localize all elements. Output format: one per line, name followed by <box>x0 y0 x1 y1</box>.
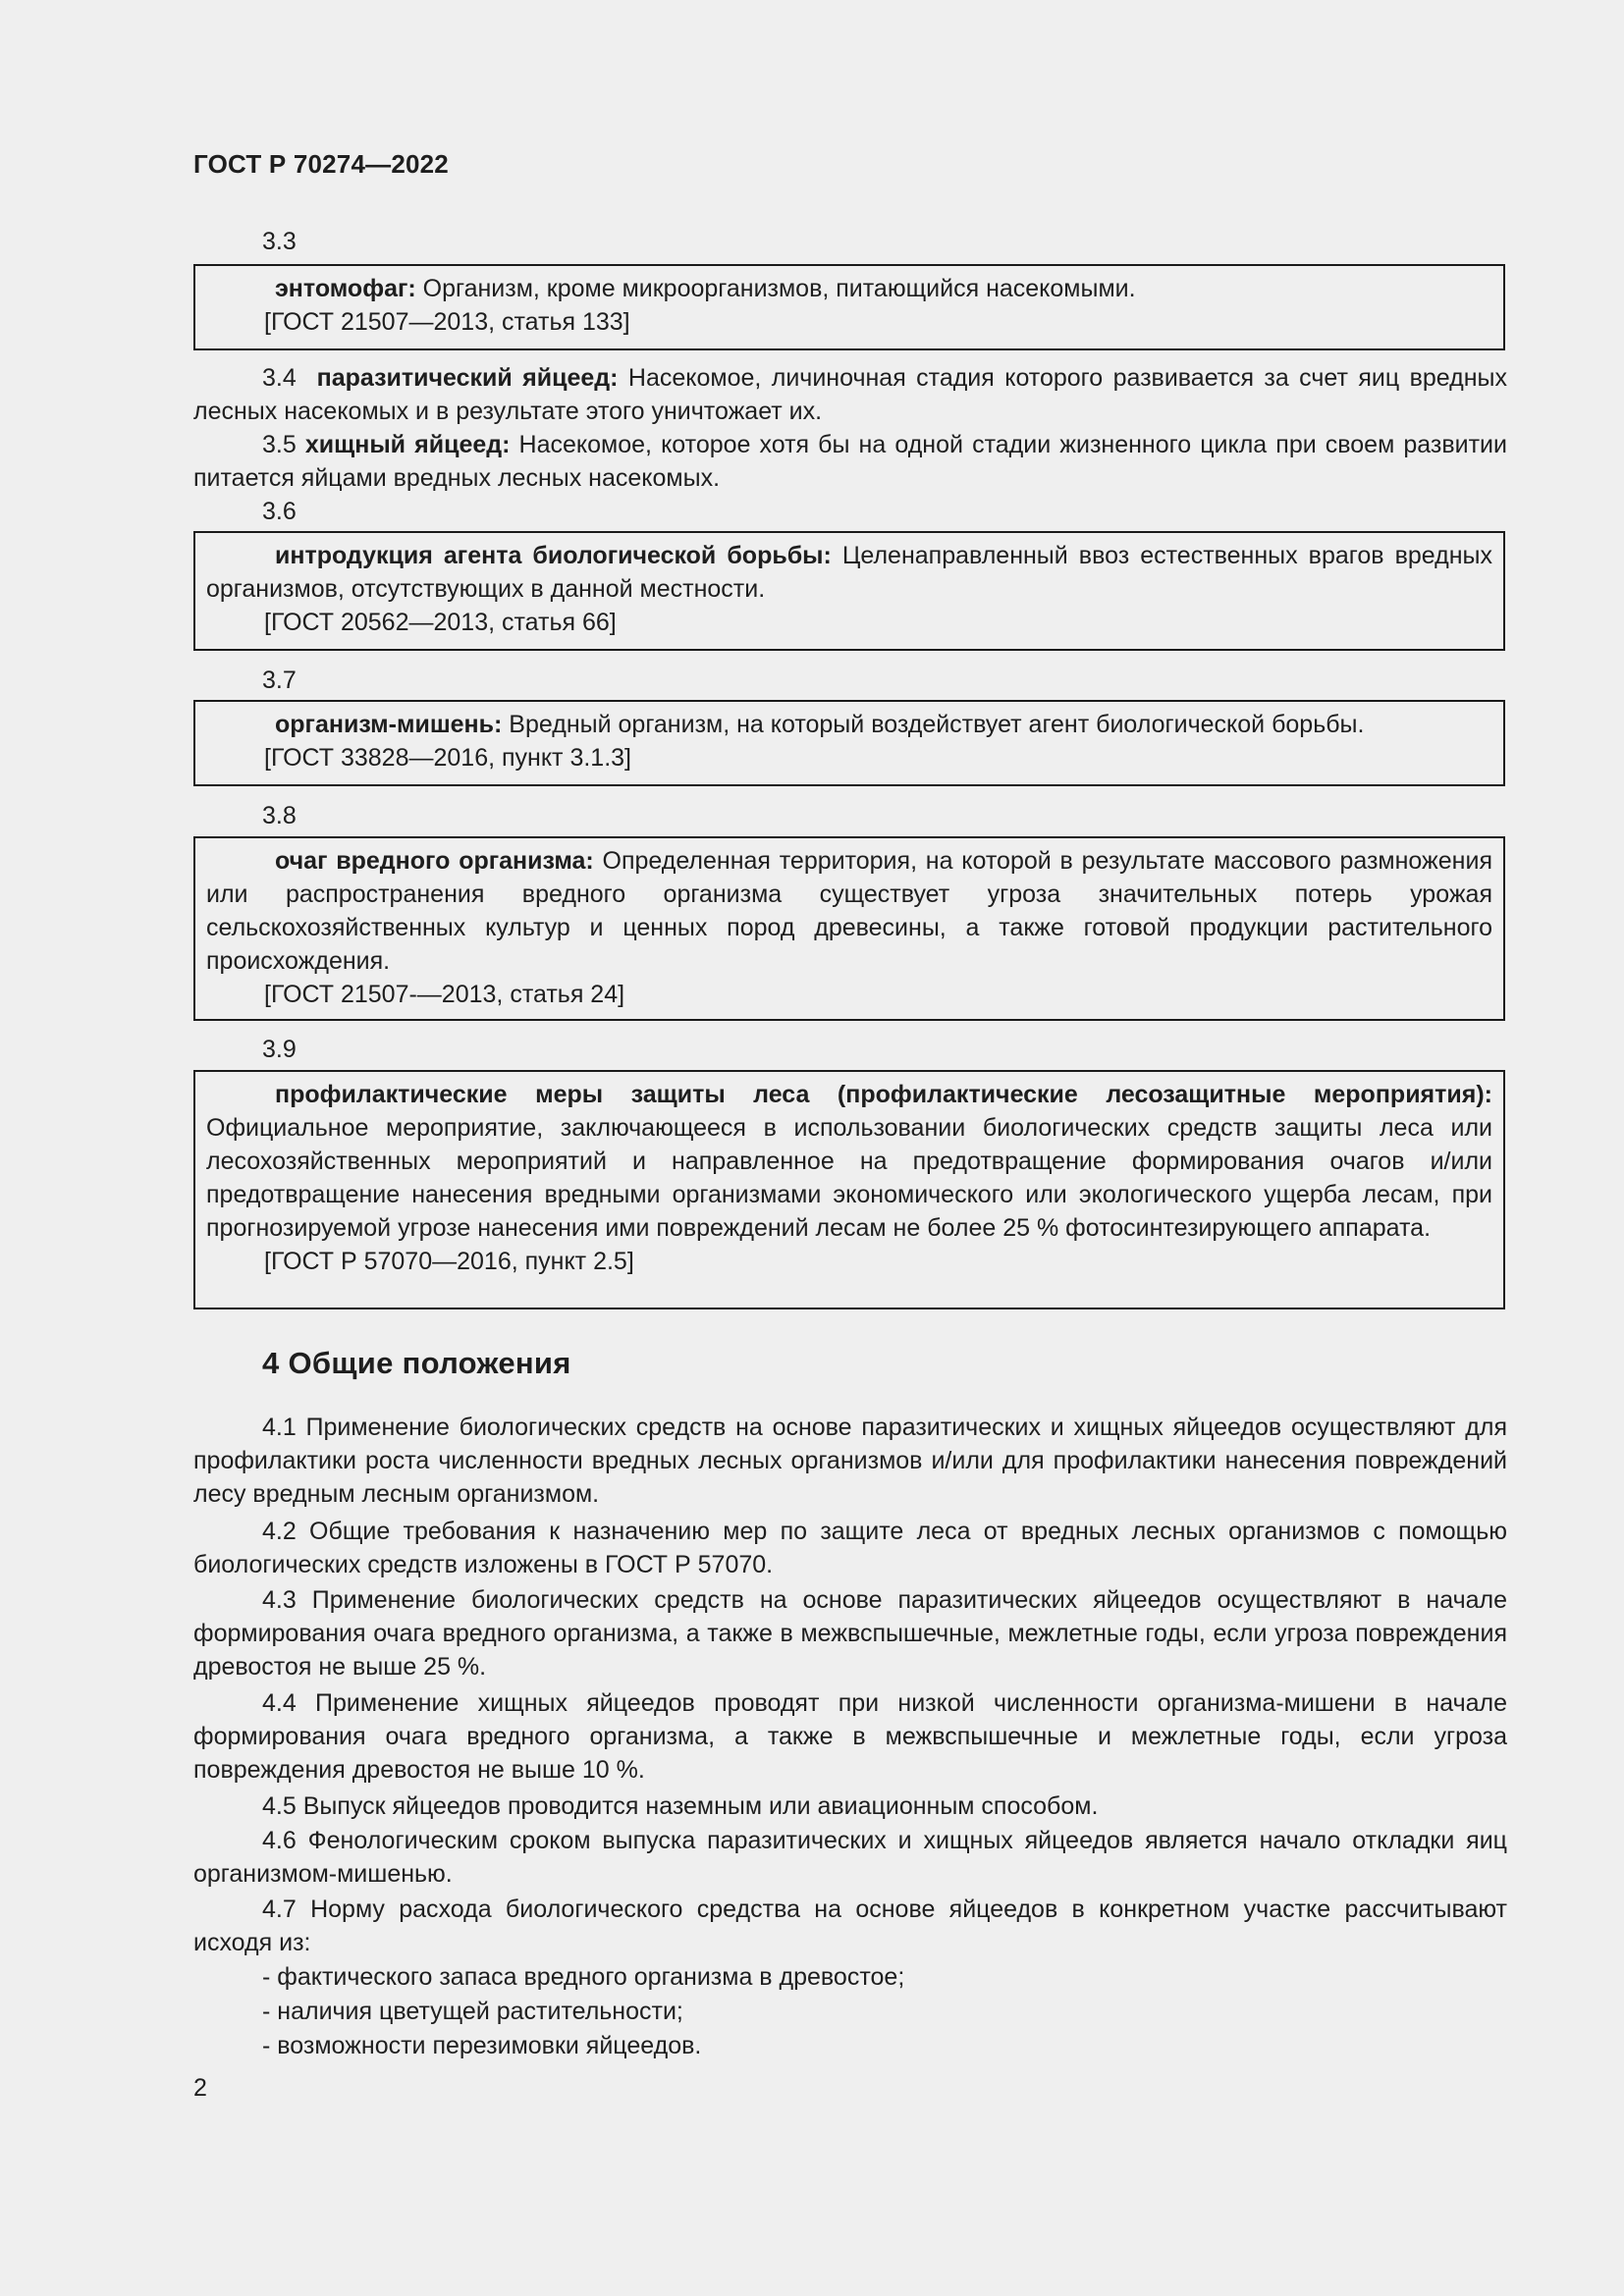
term-name: хищный яйцеед: <box>304 431 511 458</box>
term-number-3-9: 3.9 <box>262 1036 297 1063</box>
paragraph-4-7: 4.7 Норму расхода биологического средства на основе яйцеедов в конкретном участке рассчитывают исходя из: <box>193 1896 1507 1956</box>
term-name: организм-мишень: <box>275 711 503 738</box>
term-box-3-7 <box>193 700 1505 786</box>
term-reference: [ГОСТ 21507—2013, статья 133] <box>264 308 630 336</box>
term-text: Определенная территория, на которой в результате массового размножения или распространения вредного организма существует угроза значительных потерь урожая сельскохозяйственных культур и ценных пород древесины, а также готовой продукции растительного происхождения. <box>206 847 1492 975</box>
term-definition <box>206 539 1492 606</box>
term-name: интродукция агента биологической борьбы: <box>275 542 832 569</box>
term-text: Насекомое, личиночная стадия которого развивается за счет яиц вредных лесных насекомых и в результате этого уничтожает их. <box>193 364 1508 425</box>
paragraph-4-2: 4.2 Общие требования к назначению мер по защите леса от вредных лесных организмов с помощью биологических средств изложены в ГОСТ Р 57070. <box>193 1518 1507 1578</box>
term-number-3-7: 3.7 <box>262 667 297 694</box>
term-number-3-6: 3.6 <box>262 498 297 525</box>
term-number: 3.5 <box>262 431 297 458</box>
term-name: энтомофаг: <box>275 275 416 302</box>
list-item: - фактического запаса вредного организма в древостое; <box>262 1963 905 1991</box>
term-name: паразитический яйцеед: <box>316 364 619 392</box>
paragraph-4-3: 4.3 Применение биологических средств на основе паразитических яйцеедов осуществляют в начале формирования очага вредного организма, а также в межвспышечные, межлетные годы, если угроза повреждения древостоя не выше 25 %. <box>193 1586 1507 1681</box>
paragraph-4-6: 4.6 Фенологическим сроком выпуска паразитических и хищных яйцеедов является начало откладки яиц организмом-мишенью. <box>193 1827 1507 1888</box>
term-definition <box>206 708 1492 741</box>
page-number: 2 <box>193 2074 207 2102</box>
paragraph-4-1: 4.1 Применение биологических средств на основе паразитических и хищных яйцеедов осуществляют для профилактики роста численности вредных лесных организмов и/или для профилактики нанесения повреждений лесу вредным лесным организмом. <box>193 1414 1507 1508</box>
term-reference: [ГОСТ 20562—2013, статья 66] <box>264 609 617 636</box>
document-header: ГОСТ Р 70274—2022 <box>193 149 449 179</box>
term-paragraph-3-4 <box>193 361 1507 428</box>
term-box-3-6 <box>193 531 1505 651</box>
term-reference: [ГОСТ 21507-—2013, статья 24] <box>264 981 625 1008</box>
term-name: очаг вредного организма: <box>275 847 594 875</box>
term-number: 3.4 <box>262 364 297 392</box>
term-name: профилактические меры защиты леса (профилактические лесозащитные мероприятия): <box>275 1081 1492 1108</box>
term-reference: [ГОСТ Р 57070—2016, пункт 2.5] <box>264 1248 634 1275</box>
term-text: Насекомое, которое хотя бы на одной стадии жизненного цикла при своем развитии питается яйцами вредных лесных насекомых. <box>193 431 1507 492</box>
list-item: - наличия цветущей растительности; <box>262 1998 683 2025</box>
term-definition <box>206 1078 1492 1245</box>
term-reference: [ГОСТ 33828—2016, пункт 3.1.3] <box>264 744 631 772</box>
term-box-3-3 <box>193 264 1505 350</box>
paragraph-4-4: 4.4 Применение хищных яйцеедов проводят при низкой численности организма-мишени в начале формирования очага вредного организма, а также в межвспышечные и межлетные годы, если угроза повреждения древостоя не выше 10 %. <box>193 1689 1507 1784</box>
list-item: - возможности перезимовки яйцеедов. <box>262 2032 702 2059</box>
term-number-3-3: 3.3 <box>262 228 297 255</box>
term-box-3-9 <box>193 1070 1505 1309</box>
term-number-3-8: 3.8 <box>262 802 297 829</box>
term-text: Организм, кроме микроорганизмов, питающийся насекомыми. <box>415 275 1136 302</box>
term-box-3-8 <box>193 836 1505 1021</box>
term-paragraph-3-5 <box>193 428 1507 495</box>
term-text: Целенаправленный ввоз естественных врагов вредных организмов, отсутствующих в данной местности. <box>206 542 1492 603</box>
term-text: Вредный организм, на который воздействует агент биологической борьбы. <box>502 711 1365 738</box>
term-text: Официальное мероприятие, заключающееся в использовании биологических средств защиты леса или лесохозяйственных мероприятий и направленное на предотвращение формирования очагов и/или предотвращение нанесения вредными организмами экономического или экологического ущерба лесам, при прогнозируемой угрозе нанесения ими повреждений лесам не более 25 % фотосинтезирующего аппарата. <box>206 1114 1492 1242</box>
term-definition <box>206 844 1492 978</box>
paragraph-4-5: 4.5 Выпуск яйцеедов проводится наземным или авиационным способом. <box>262 1792 1099 1820</box>
term-definition <box>206 272 1492 305</box>
section-title: 4 Общие положения <box>262 1346 571 1380</box>
